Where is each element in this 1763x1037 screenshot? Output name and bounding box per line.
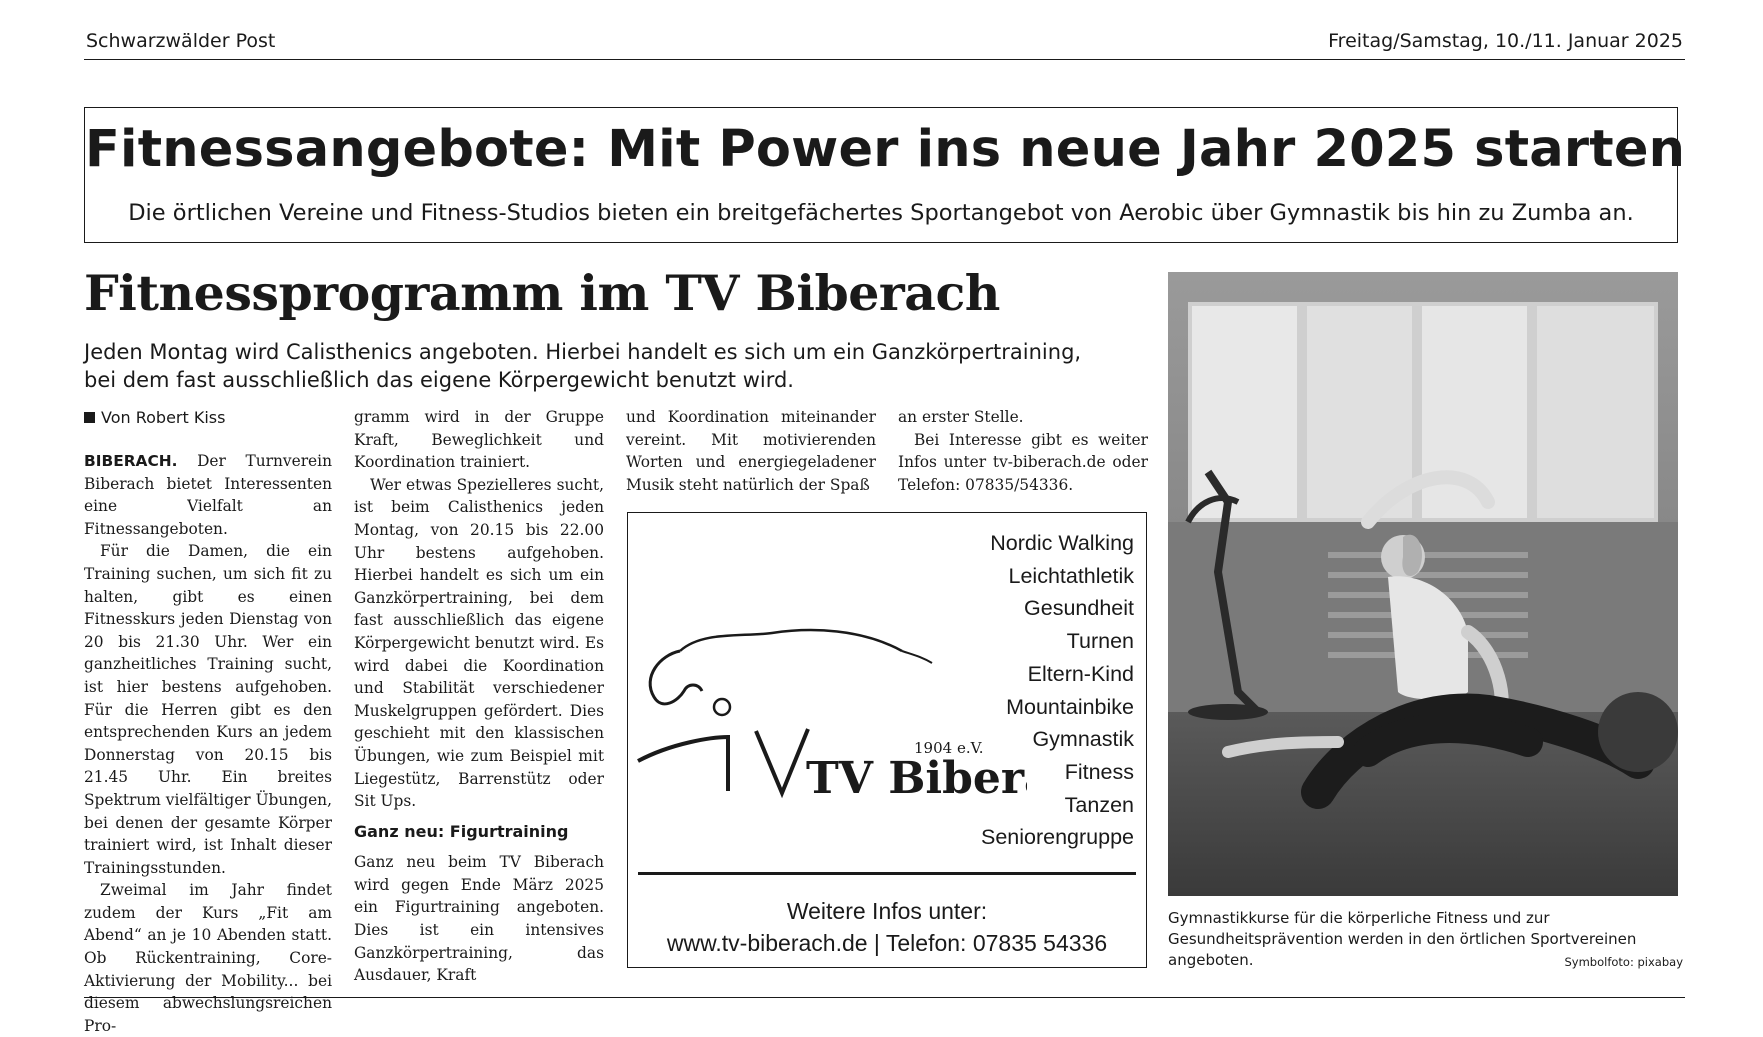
logo-year: 1904 e.V. [914,739,984,757]
photo-woman-stretching [1168,272,1678,896]
article-column-2 [354,406,604,987]
top-rule [84,59,1685,60]
masthead-paper-name: Schwarzwälder Post [86,30,276,52]
column-paragraph: Wer etwas Spezielleres sucht, ist beim Calisthenics jeden Montag, von 20.15 bis 22.00 Uhr bestens aufgehoben. Hierbei handelt es sich um ein Ganzkörpertraining, bei dem fast ausschließlich das eigene Körpergewicht benutzt wird. Es wird dabei die Koordination und Stabilität verschiedener Muskelgruppen gefördert. Dies geschieht mit den klassischen Übungen, wie zum Beispiel mit Liegestütz, Barrenstütz oder Sit Ups. [354,475,604,811]
article-column-1 [84,450,332,1037]
sport-item: Gesundheit [1024,596,1134,621]
article-headline: Fitnessprogramm im TV Biberach [84,264,1000,322]
sport-item: Fitness [1064,759,1134,784]
column-paragraph: Zweimal im Jahr findet zudem der Kurs „Fit am Abend“ an je 10 Abenden statt. Ob Rückentraining, Core-Aktivierung der Mobility... bei diesem abwechslungsreichen Pro- [84,881,332,1035]
sports-list [981,527,1134,854]
article-photo [1168,272,1678,896]
paragraph-text: Der Turnverein Biberach bietet Interessenten eine Vielfalt an Fitnessangeboten. [84,452,332,538]
photo-credit: Symbolfoto: pixabay [1564,955,1683,969]
ad-divider [638,872,1136,875]
sport-item: Gymnastik [1032,727,1134,752]
sport-item: Nordic Walking [990,531,1134,555]
article-subhead: Ganz neu: Figurtraining [354,821,569,841]
article-column-3 [626,406,876,496]
ad-contact [628,895,1146,959]
banner-title: Fitnessangebote: Mit Power ins neue Jahr 2025 starten [85,120,1686,179]
topic-banner [84,107,1686,243]
column-paragraph: Bei Interesse gibt es weiter Infos unter tv-biberach.de oder Telefon: 07835/54336. [898,430,1148,494]
logo-wordmark: TV Biber [806,753,1025,804]
sport-item: Eltern-Kind [1027,661,1134,686]
sport-item: Leichtathletik [1008,563,1134,588]
photo-caption: Gymnastikkurse für die körperliche Fitness und zur Gesundheitsprävention werden in den örtlichen Sportvereinen angeboten. [1168,909,1637,969]
sport-item: Tanzen [1064,792,1134,817]
logo-graphic [632,611,1027,821]
ad-info-heading: Weitere Infos unter: [786,898,988,924]
ad-info-contact: www.tv-biberach.de | Telefon: 07835 54336 [666,930,1108,956]
byline [84,408,225,427]
club-advertisement [627,512,1147,968]
sport-item: Turnen [1066,629,1134,654]
dateline: BIBERACH. [84,452,178,470]
article-column-4 [898,406,1148,496]
sport-item: Seniorengruppe [980,825,1134,850]
column-paragraph: gramm wird in der Gruppe Kraft, Beweglichkeit und Koordination trainiert. [354,408,604,472]
column-paragraph [84,450,332,540]
column-paragraph: und Koordination miteinander vereint. Mit motivierenden Worten und energiegeladener Musik steht natürlich der Spaß [626,408,876,494]
column-paragraph: Für die Damen, die ein Training suchen, um sich fit zu halten, gibt es einen Fitnesskurs jeden Dienstag von 20 bis 21.30 Uhr. Wer ein ganzheitliches Training sucht, ist hier bestens aufgehoben. Für die Herren gibt es den entsprechenden Kurs an jedem Donnerstag von 20.15 bis 21.45 Uhr. Ein breites Spektrum vielfältiger Übungen, bei denen der gesamte Körper trainiert wird, ist Inhalt dieser Trainingsstunden. [84,542,332,877]
tv-biberach-logo [632,611,1027,821]
byline-author: Von Robert Kiss [101,408,226,427]
column-paragraph: an erster Stelle. [898,408,1024,426]
masthead-date: Freitag/Samstag, 10./11. Januar 2025 [1328,30,1683,52]
bottom-rule [84,997,1685,998]
banner-subtitle: Die örtlichen Vereine und Fitness-Studios bieten ein breitgefächertes Sportangebot von Aerobic über Gymnastik bis hin zu Zumba an. [128,200,1634,226]
byline-square-icon [84,412,95,423]
article-lead: Jeden Montag wird Calisthenics angeboten. Hierbei handelt es sich um ein Ganzkörpertraining, bei dem fast ausschließlich das eigene Körpergewicht benutzt wird. [84,340,1082,392]
sport-item: Mountainbike [1006,694,1134,719]
column-paragraph: Ganz neu beim TV Biberach wird gegen Ende März 2025 ein Figurtraining angeboten. Dies ist ein intensives Ganzkörpertraining, das Ausdauer, Kraft [354,853,604,985]
